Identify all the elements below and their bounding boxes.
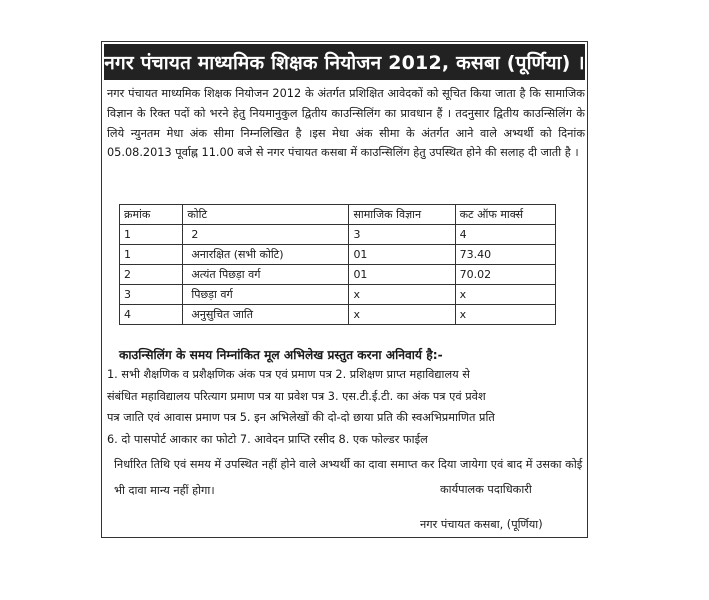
cell-serial: 1 — [120, 245, 183, 265]
table-row — [120, 265, 556, 285]
header-category: कोटि — [183, 205, 349, 225]
cell-subject: 01 — [349, 245, 455, 265]
cell-subject: x — [349, 285, 455, 305]
table-row — [120, 225, 556, 245]
documents-line: संबंधित महाविद्यालय परित्याग प्रमाण पत्र या प्रवेश पत्र 3. एस.टी.ई.टी. का अंक पत्र एवं प्रवेश — [107, 389, 486, 403]
signer-office: नगर पंचायत कसबा, (पूर्णिया) — [420, 518, 543, 531]
documents-list — [107, 364, 585, 450]
cell-category: अत्यंत पिछड़ा वर्ग — [183, 265, 349, 285]
header-serial: क्रमांक — [120, 205, 183, 225]
cell-cutoff: 4 — [455, 225, 555, 245]
cell-subject: 3 — [349, 225, 455, 245]
header-subject: सामाजिक विज्ञान — [349, 205, 455, 225]
cell-subject: 01 — [349, 265, 455, 285]
cell-cutoff: x — [455, 305, 555, 325]
cell-category: पिछड़ा वर्ग — [183, 285, 349, 305]
signer-designation: कार्यपालक पदाधिकारी — [440, 483, 532, 496]
cell-cutoff: x — [455, 285, 555, 305]
notice-title: नगर पंचायत माध्यमिक शिक्षक नियोजन 2012, कसबा (पूर्णिया) । — [104, 44, 585, 80]
cell-serial: 4 — [120, 305, 183, 325]
cell-category: अनारक्षित (सभी कोटि) — [183, 245, 349, 265]
cell-category: अनुसुचित जाति — [183, 305, 349, 325]
cell-serial: 2 — [120, 265, 183, 285]
table-row — [120, 245, 556, 265]
cell-serial: 1 — [120, 225, 183, 245]
cell-category: 2 — [183, 225, 349, 245]
table-row — [120, 285, 556, 305]
notice — [101, 41, 588, 538]
documents-heading: काउन्सिलिंग के समय निम्नांकित मूल अभिलेख प्रस्तुत करना अनिवार्य है:- — [119, 348, 443, 362]
cell-cutoff: 73.40 — [455, 245, 555, 265]
documents-line: 1. सभी शैक्षणिक व प्रशैक्षणिक अंक पत्र एवं प्रमाण पत्र 2. प्रशिक्षण प्राप्त महाविद्यालय से — [107, 368, 470, 381]
table-row — [120, 305, 556, 325]
cell-subject: x — [349, 305, 455, 325]
notice-intro: नगर पंचायत माध्यमिक शिक्षक नियोजन 2012 के अंतर्गत प्रशिक्षित आवेदकों को सूचित किया जाता है कि सामाजिक विज्ञान के रिक्त पदों को भरने हेतु नियमानुकुल द्वितीय काउन्सिलिंग का प्रावधान हैं । तदनुसार द्वितीय काउन्सिलिंग के लिये न्युनतम मेधा अंक सीमा निम्नलिखित है ।इस मेधा अंक सीमा के अंतर्गत आने वाले अभ्यर्थी को दिनांक 05.08.2013 पूर्वाह्न 11.00 बजे से नगर पंचायत कसबा में काउन्सिलिंग हेतु उपस्थित होने की सलाह दी जाती है । — [107, 87, 585, 160]
table-header-row — [120, 205, 556, 225]
cutoff-table — [119, 204, 556, 325]
documents-line: 6. दो पासपोर्ट आकार का फोटो 7. आवेदन प्राप्ति रसीद 8. एक फोल्डर फाईल — [107, 432, 428, 446]
documents-line: पत्र जाति एवं आवास प्रमाण पत्र 5. इन अभिलेखों की दो-दो छाया प्रति की स्वअभिप्रमाणित प्रति — [107, 411, 495, 424]
cell-serial: 3 — [120, 285, 183, 305]
cell-cutoff: 70.02 — [455, 265, 555, 285]
header-cutoff: कट ऑफ मार्क्स — [455, 205, 555, 225]
warning-text: निर्धारित तिथि एवं समय में उपस्थित नहीं होने वाले अभ्यर्थी का दावा समाप्त कर दिया जायेगा एवं बाद में उसका कोई भी दावा मान्य नहीं होगा। — [114, 458, 583, 497]
